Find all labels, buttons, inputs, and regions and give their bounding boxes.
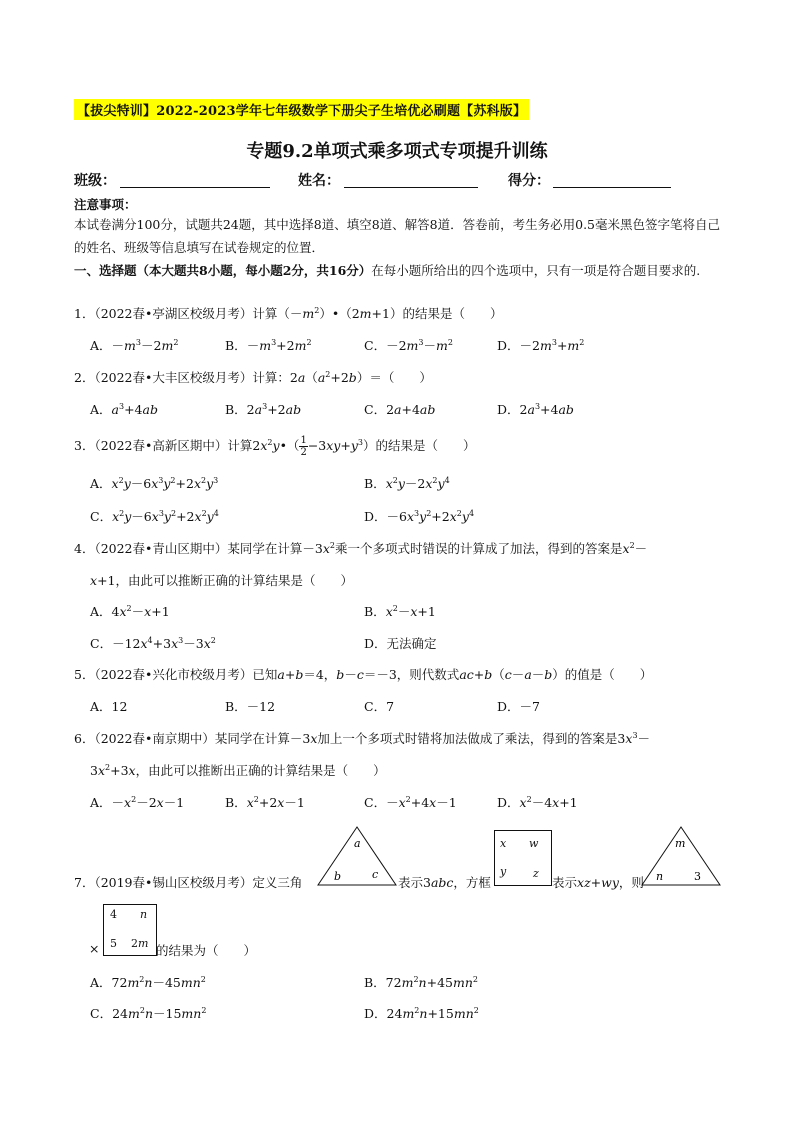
- svg-text:m: m: [675, 837, 686, 850]
- q6-option-d[interactable]: D．$x^2-4x+1$: [497, 794, 578, 810]
- q1-option-c[interactable]: C．$-2m^3-m^2$: [364, 337, 453, 353]
- q3-stem-end: 的结果是（ ）: [375, 438, 476, 453]
- q6-option-a[interactable]: A．$-x^2-2x-1$: [90, 794, 185, 810]
- q1-stem: 1．（2022春•亭湖区校级月考）计算（－: [74, 306, 303, 321]
- q6-option-c[interactable]: C．$-x^2+4x-1$: [364, 794, 457, 810]
- q7-text-1: 表示3abc，方框: [398, 875, 491, 890]
- q6-stem: 6．（2022春•南京期中）某同学在计算－3: [74, 731, 311, 746]
- q3-option-a[interactable]: A．$x^2y-6x^3y^2+2x^2y^3$: [90, 475, 219, 491]
- class-label: 班级：: [74, 173, 116, 189]
- question-5: 5．（2022春•兴化市校级月考）已知a+b＝4，b－c＝－3，则代数式ac+b（c－a－b）的值是（ ）: [74, 667, 653, 682]
- question-7-stem: 7．（2019春•锡山区校级月考）定义三角: [74, 875, 303, 890]
- svg-text:3: 3: [694, 870, 701, 883]
- notes-body: 本试卷满分100分，试题共24题，其中选择8道、填空8道、解答8道．答卷前，考生务必用0.5毫米黑色签字笔将自己的姓名、班级等信息填写在试卷规定的位置．: [74, 217, 721, 255]
- q2-option-c[interactable]: C．2a+4ab: [364, 402, 436, 417]
- q6-stem-end: ，由此可以推断出正确的计算结果是（ ）: [135, 763, 386, 778]
- q3-option-d[interactable]: D．$-6x^3y^2+2x^2y^4$: [364, 508, 475, 524]
- score-field[interactable]: [553, 187, 671, 188]
- q7-text-4-label: ，则: [618, 875, 644, 890]
- notes-heading: 注意事项：: [74, 197, 137, 212]
- q5-stem: 5．（2022春•兴化市校级月考）已知: [74, 667, 278, 682]
- q7-option-a[interactable]: A．$72m^2n-45mn^2$: [90, 974, 206, 990]
- q6-option-b[interactable]: B．$x^2+2x-1$: [225, 794, 305, 810]
- question-2: 2．（2022春•大丰区校级月考）计算：$2a(a^2+2b)=$（ ）: [74, 369, 432, 385]
- q4-option-b[interactable]: B．$x^2-x+1$: [364, 603, 436, 619]
- section-heading-bold: 一、选择题（本大题共8小题，每小题2分，共16分）: [74, 263, 372, 278]
- box-figure-xwyz: x w y z: [494, 830, 552, 886]
- q4-option-d[interactable]: D．无法确定: [364, 636, 437, 651]
- triangle-figure-abc: [316, 825, 398, 887]
- q6-stem-mid: 加上一个多项式时错将加法做成了乘法，得到的答案是3: [317, 731, 626, 746]
- section-1-heading: [74, 259, 724, 282]
- times-sign: ×: [89, 941, 100, 956]
- q7-text-2-label: ，方框: [453, 875, 491, 890]
- q4-stem-end: ，由此可以推断正确的计算结果是（ ）: [115, 573, 354, 588]
- q2-option-a[interactable]: A．$a^3+4ab$: [90, 401, 158, 417]
- q1-stem-end: ）的结果是（ ）: [389, 306, 503, 321]
- svg-text:b: b: [334, 870, 342, 883]
- q7-text-2: 表示xz+wy，则: [552, 875, 644, 890]
- q7-option-d[interactable]: D．$24m^2n+15mn^2$: [364, 1005, 479, 1021]
- q2-option-d[interactable]: D．$2a^3+4ab$: [497, 401, 574, 417]
- box-figure-4n52m: 4 n 5 2m: [103, 904, 157, 956]
- svg-text:n: n: [656, 870, 664, 883]
- class-field[interactable]: [120, 187, 270, 188]
- q7-option-b[interactable]: B．$72m^2n+45mn^2$: [364, 974, 478, 990]
- svg-text:a: a: [354, 837, 361, 850]
- section-heading-rest: 在每小题所给出的四个选项中，只有一项是符合题目要求的.: [371, 263, 701, 278]
- q5-option-b[interactable]: B．－12: [225, 699, 276, 714]
- q1-option-a[interactable]: A．$-m^3-2m^2$: [90, 337, 179, 353]
- q5-option-c[interactable]: C．7: [364, 699, 395, 714]
- q5-option-a[interactable]: A．12: [90, 699, 128, 714]
- q3-option-b[interactable]: B．$x^2y-2x^2y^4$: [364, 475, 450, 491]
- name-label: 姓名：: [298, 173, 340, 189]
- q1-option-d[interactable]: D．$-2m^3+m^2$: [497, 337, 585, 353]
- q3-stem: 3．（2022春•高新区期中）计算: [74, 438, 253, 453]
- q7-option-c[interactable]: C．$24m^2n-15mn^2$: [90, 1005, 207, 1021]
- q4-stem-mid: 乘一个多项式时错误的计算成了加法，得到的答案是: [335, 541, 623, 556]
- q2-stem-end: ＝（ ）: [369, 370, 432, 385]
- question-6: 6．（2022春•南京期中）某同学在计算－3x加上一个多项式时错将加法做成了乘法，得到的答案是$3x^3-$: [74, 730, 651, 746]
- triangle-figure-mn3: [640, 825, 722, 887]
- svg-text:c: c: [372, 868, 379, 881]
- q4-option-a[interactable]: A．$4x^2-x+1$: [90, 603, 170, 619]
- q5-stem-end: ）的值是（ ）: [552, 667, 653, 682]
- q4-line-2: x+1，由此可以推断正确的计算结果是（ ）: [90, 573, 354, 588]
- question-4: 4．（2022春•青山区期中）某同学在计算$-3x^2$乘一个多项式时错误的计算成了加法，得到的答案是$x^2-$: [74, 540, 648, 556]
- q4-stem: 4．（2022春•青山区期中）某同学在计算－3: [74, 541, 323, 556]
- q7-result: 的结果为（ ）: [156, 943, 257, 958]
- q7-text-3-label: 表示: [552, 875, 578, 890]
- q6-line-2: $3x^2+3x$，由此可以推断出正确的计算结果是（ ）: [90, 762, 386, 778]
- question-3: 3．（2022春•高新区期中）计算$2x^2y•$（ $\frac{1}{2}$ $-3xy+y^3$）的结果是（ ）: [74, 435, 476, 458]
- q4-option-c[interactable]: C．$-12x^4+3x^3-3x^2$: [90, 635, 216, 651]
- question-1: 1．（2022春•亭湖区校级月考）计算$(-m^2)•(2m+1)$的结果是（ ）: [74, 305, 503, 321]
- banner: 【拔尖特训】2022-2023学年七年级数学下册尖子生培优必刷题【苏科版】: [74, 99, 529, 120]
- q2-stem: 2．（2022春•大丰区校级月考）计算：: [74, 370, 290, 385]
- q1-option-b[interactable]: B．$-m^3+2m^2$: [225, 337, 312, 353]
- name-field[interactable]: [344, 187, 478, 188]
- q5-option-d[interactable]: D．－7: [497, 699, 540, 714]
- page-title: 专题9.2单项式乘多项式专项提升训练: [246, 141, 548, 162]
- score-label: 得分：: [508, 173, 550, 189]
- q2-option-b[interactable]: B．$2a^3+2ab$: [225, 401, 302, 417]
- q7-text-1-label: 表示3: [398, 875, 431, 890]
- fraction-one-half: $\frac{1}{2}$: [300, 435, 307, 458]
- q3-option-c[interactable]: C．$x^2y-6x^3y^2+2x^2y^4$: [90, 508, 219, 524]
